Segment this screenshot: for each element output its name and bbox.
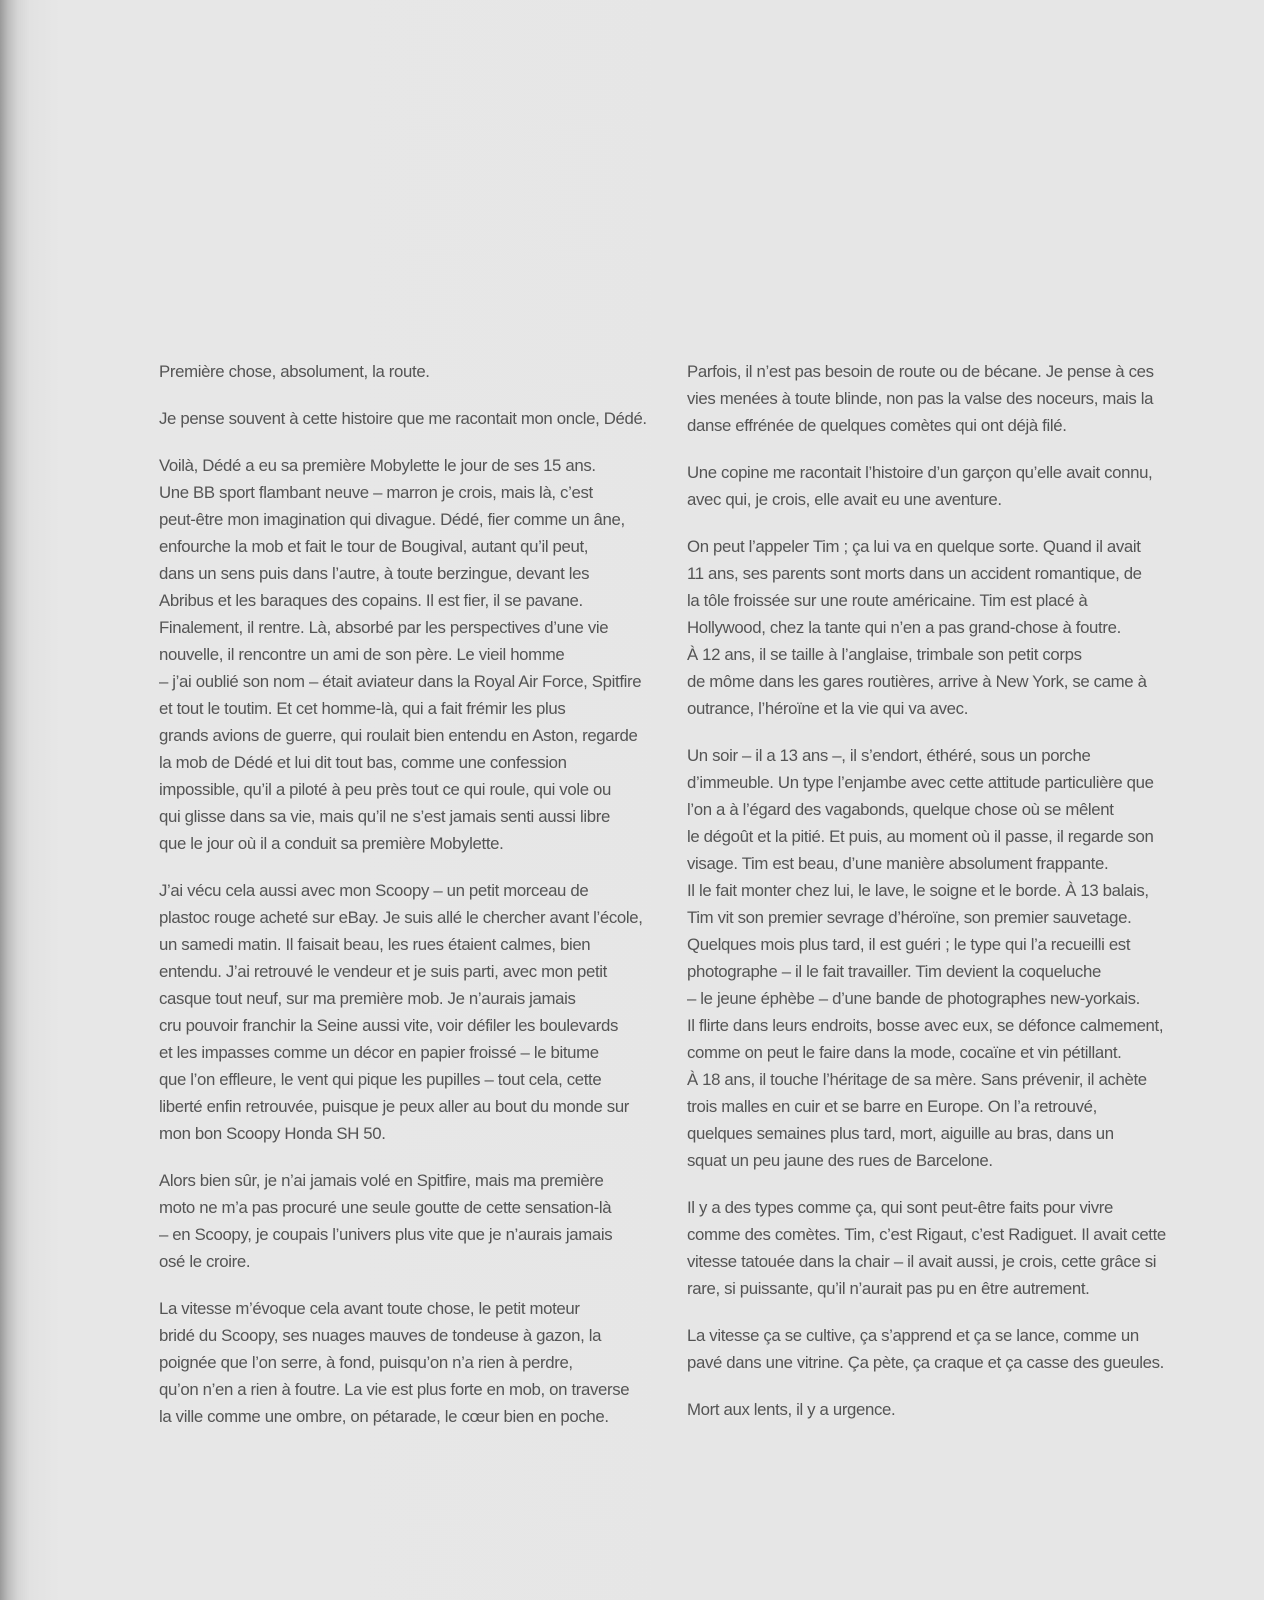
text-line: Finalement, il rentre. Là, absorbé par les perspectives d’une vie bbox=[159, 618, 609, 637]
paragraph bbox=[687, 533, 1187, 722]
text-line: Parfois, il n’est pas besoin de route ou de bécane. Je pense à ces bbox=[687, 362, 1154, 381]
text-line: vitesse tatouée dans la chair – il avait aussi, je crois, cette grâce si bbox=[687, 1252, 1157, 1271]
text-line: nouvelle, il rencontre un ami de son père. Le vieil homme bbox=[159, 645, 565, 664]
text-line: comme on peut le faire dans la mode, cocaïne et vin pétillant. bbox=[687, 1043, 1122, 1062]
text-line: entendu. J’ai retrouvé le vendeur et je suis parti, avec mon petit bbox=[159, 962, 607, 981]
text-line: Il le fait monter chez lui, le lave, le soigne et le borde. À 13 balais, bbox=[687, 881, 1149, 900]
right-text-column bbox=[687, 358, 1187, 1443]
text-line: À 18 ans, il touche l’héritage de sa mère. Sans prévenir, il achète bbox=[687, 1070, 1147, 1089]
text-line: mon bon Scoopy Honda SH 50. bbox=[159, 1124, 386, 1143]
paragraph bbox=[159, 358, 659, 385]
text-line: qui glisse dans sa vie, mais qu’il ne s’est jamais senti aussi libre bbox=[159, 807, 610, 826]
text-line: Abribus et les baraques des copains. Il est fier, il se pavane. bbox=[159, 591, 583, 610]
paragraph bbox=[159, 405, 659, 432]
text-line: liberté enfin retrouvée, puisque je peux aller au bout du monde sur bbox=[159, 1097, 630, 1116]
left-text-column bbox=[159, 358, 659, 1450]
text-line: Première chose, absolument, la route. bbox=[159, 362, 430, 381]
text-line: osé le croire. bbox=[159, 1252, 251, 1271]
text-line: avec qui, je crois, elle avait eu une aventure. bbox=[687, 490, 1002, 509]
text-line: Tim vit son premier sevrage d’héroïne, son premier sauvetage. bbox=[687, 908, 1132, 927]
paragraph bbox=[687, 742, 1187, 1174]
text-line: casque tout neuf, sur ma première mob. Je n’aurais jamais bbox=[159, 989, 576, 1008]
text-line: Hollywood, chez la tante qui n’en a pas grand-chose à foutre. bbox=[687, 618, 1121, 637]
text-line: la tôle froissée sur une route américaine. Tim est placé à bbox=[687, 591, 1088, 610]
text-line: On peut l’appeler Tim ; ça lui va en quelque sorte. Quand il avait bbox=[687, 537, 1141, 556]
text-line: – j’ai oublié son nom – était aviateur dans la Royal Air Force, Spitfire bbox=[159, 672, 642, 691]
text-line: J’ai vécu cela aussi avec mon Scoopy – un petit morceau de bbox=[159, 881, 589, 900]
text-line: vies menées à toute blinde, non pas la valse des noceurs, mais la bbox=[687, 389, 1154, 408]
text-line: Un soir – il a 13 ans –, il s’endort, éthéré, sous un porche bbox=[687, 746, 1091, 765]
text-line: visage. Tim est beau, d’une manière absolument frappante. bbox=[687, 854, 1109, 873]
text-line: Mort aux lents, il y a urgence. bbox=[687, 1400, 896, 1419]
text-line: un samedi matin. Il faisait beau, les rues étaient calmes, bien bbox=[159, 935, 591, 954]
text-line: Quelques mois plus tard, il est guéri ; le type qui l’a recueilli est bbox=[687, 935, 1131, 954]
text-line: de môme dans les gares routières, arrive à New York, se came à bbox=[687, 672, 1147, 691]
text-line: peut-être mon imagination qui divague. Dédé, fier comme un âne, bbox=[159, 510, 625, 529]
text-line: outrance, l’héroïne et la vie qui va avec. bbox=[687, 699, 969, 718]
text-line: Il y a des types comme ça, qui sont peut-être faits pour vivre bbox=[687, 1198, 1114, 1217]
paragraph bbox=[687, 1396, 1187, 1423]
text-line: Une BB sport flambant neuve – marron je crois, mais là, c’est bbox=[159, 483, 593, 502]
text-line: et tout le toutim. Et cet homme-là, qui a fait frémir les plus bbox=[159, 699, 566, 718]
text-line: À 12 ans, il se taille à l’anglaise, trimbale son petit corps bbox=[687, 645, 1082, 664]
text-line: danse effrénée de quelques comètes qui ont déjà filé. bbox=[687, 416, 1067, 435]
paragraph bbox=[159, 877, 659, 1147]
paragraph bbox=[159, 452, 659, 857]
text-line: bridé du Scoopy, ses nuages mauves de tondeuse à gazon, la bbox=[159, 1326, 602, 1345]
text-line: qu’on n’en a rien à foutre. La vie est plus forte en mob, on traverse bbox=[159, 1380, 630, 1399]
text-line: poignée que l’on serre, à fond, puisqu’on n’a rien à perdre, bbox=[159, 1353, 573, 1372]
text-line: que l’on effleure, le vent qui pique les pupilles – tout cela, cette bbox=[159, 1070, 602, 1089]
text-line: comme des comètes. Tim, c’est Rigaut, c’est Radiguet. Il avait cette bbox=[687, 1225, 1166, 1244]
text-line: et les impasses comme un décor en papier froissé – le bitume bbox=[159, 1043, 599, 1062]
paragraph bbox=[159, 1167, 659, 1275]
text-line: la mob de Dédé et lui dit tout bas, comme une confession bbox=[159, 753, 567, 772]
text-line: cru pouvoir franchir la Seine aussi vite, voir défiler les boulevards bbox=[159, 1016, 619, 1035]
paragraph bbox=[687, 358, 1187, 439]
text-line: plastoc rouge acheté sur eBay. Je suis allé le chercher avant l’école, bbox=[159, 908, 643, 927]
text-line: 11 ans, ses parents sont morts dans un accident romantique, de bbox=[687, 564, 1142, 583]
text-line: rare, si puissante, qu’il n’aurait pas pu en être autrement. bbox=[687, 1279, 1090, 1298]
text-line: squat un peu jaune des rues de Barcelone. bbox=[687, 1151, 993, 1170]
paragraph bbox=[159, 1295, 659, 1430]
text-line: photographe – il le fait travailler. Tim devient la coqueluche bbox=[687, 962, 1101, 981]
text-line: quelques semaines plus tard, mort, aiguille au bras, dans un bbox=[687, 1124, 1114, 1143]
text-line: La vitesse ça se cultive, ça s’apprend et ça se lance, comme un bbox=[687, 1326, 1139, 1345]
text-line: enfourche la mob et fait le tour de Bougival, autant qu’il peut, bbox=[159, 537, 589, 556]
text-line: pavé dans une vitrine. Ça pète, ça craque et ça casse des gueules. bbox=[687, 1353, 1164, 1372]
text-line: La vitesse m’évoque cela avant toute chose, le petit moteur bbox=[159, 1299, 580, 1318]
paragraph bbox=[687, 1322, 1187, 1376]
text-line: le dégoût et la pitié. Et puis, au moment où il passe, il regarde son bbox=[687, 827, 1154, 846]
text-line: dans un sens puis dans l’autre, à toute berzingue, devant les bbox=[159, 564, 590, 583]
text-line: – en Scoopy, je coupais l’univers plus vite que je n’aurais jamais bbox=[159, 1225, 613, 1244]
text-line: trois malles en cuir et se barre en Europe. On l’a retrouvé, bbox=[687, 1097, 1097, 1116]
paragraph bbox=[687, 459, 1187, 513]
text-line: – le jeune éphèbe – d’une bande de photographes new-yorkais. bbox=[687, 989, 1140, 1008]
text-line: que le jour où il a conduit sa première Mobylette. bbox=[159, 834, 504, 853]
text-line: Alors bien sûr, je n’ai jamais volé en Spitfire, mais ma première bbox=[159, 1171, 604, 1190]
text-line: Une copine me racontait l’histoire d’un garçon qu’elle avait connu, bbox=[687, 463, 1153, 482]
paragraph bbox=[687, 1194, 1187, 1302]
text-line: d’immeuble. Un type l’enjambe avec cette attitude particulière que bbox=[687, 773, 1154, 792]
text-line: l’on a à l’égard des vagabonds, quelque chose où se mêlent bbox=[687, 800, 1114, 819]
text-line: Voilà, Dédé a eu sa première Mobylette le jour de ses 15 ans. bbox=[159, 456, 596, 475]
text-line: Je pense souvent à cette histoire que me racontait mon oncle, Dédé. bbox=[159, 409, 647, 428]
text-line: grands avions de guerre, qui roulait bien entendu en Aston, regarde bbox=[159, 726, 638, 745]
text-line: la ville comme une ombre, on pétarade, le cœur bien en poche. bbox=[159, 1407, 609, 1426]
text-line: impossible, qu’il a piloté à peu près tout ce qui roule, qui vole ou bbox=[159, 780, 611, 799]
text-line: moto ne m’a pas procuré une seule goutte de cette sensation-là bbox=[159, 1198, 612, 1217]
text-line: Il flirte dans leurs endroits, bosse avec eux, se défonce calmement, bbox=[687, 1016, 1164, 1035]
